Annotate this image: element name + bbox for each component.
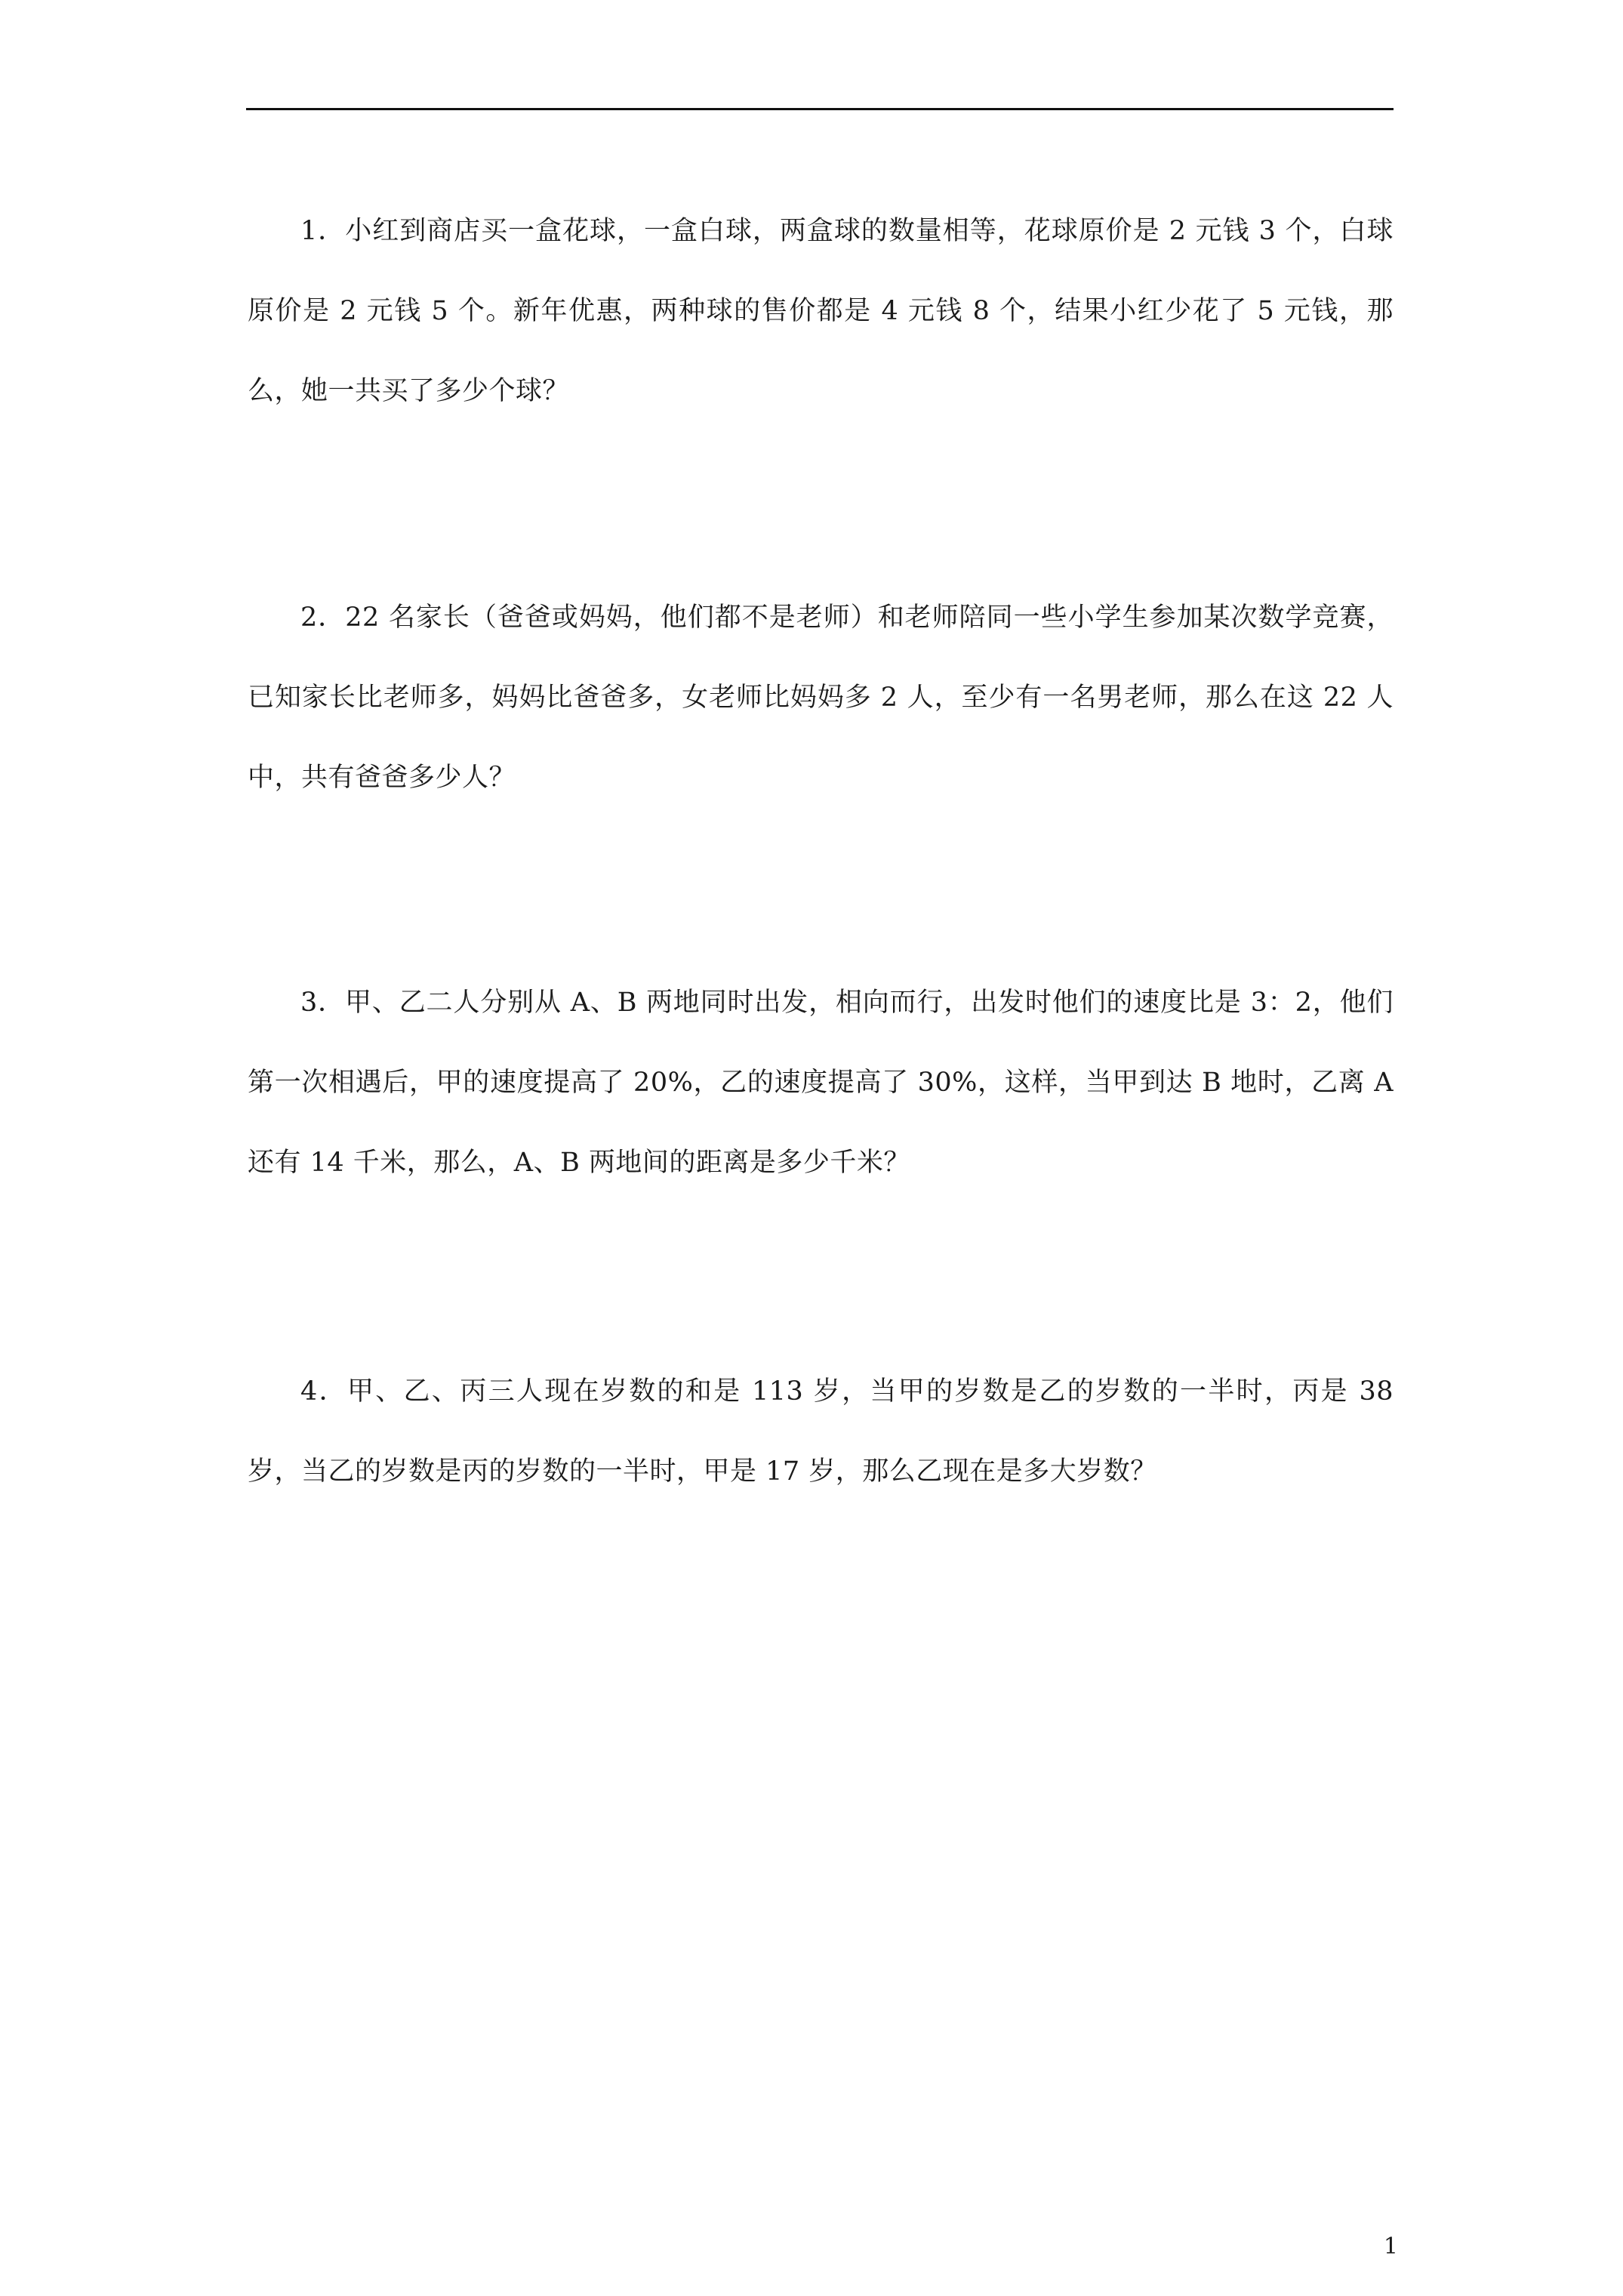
problem-1 [248, 191, 1394, 431]
problem-4 [248, 1351, 1394, 1512]
problem-text: 22 名家长（爸爸或妈妈，他们都不是老师）和老师陪同一些小学生参加某次数学竞赛，已知家长比老师多，妈妈比爸爸多，女老师比妈妈多 2 人，至少有一名男老师，那么在这 22 人中，共有爸爸多少人？ [248, 603, 1394, 793]
problem-number: 4． [300, 1376, 347, 1407]
problem-3 [248, 963, 1394, 1203]
problem-number: 1． [300, 216, 346, 246]
header-rule [246, 108, 1394, 110]
page-number: 1 [1383, 2233, 1398, 2260]
problem-text: 小红到商店买一盒花球，一盒白球，两盒球的数量相等，花球原价是 2 元钱 3 个，白球原价是 2 元钱 5 个。新年优惠，两种球的售价都是 4 元钱 8 个，结果小红少花了 5 元钱，那么，她一共买了多少个球？ [248, 216, 1394, 406]
problem-2 [248, 578, 1394, 818]
problem-text: 甲、乙二人分别从 A、B 两地同时出发，相向而行，出发时他们的速度比是 3：2，他们第一次相遇后，甲的速度提高了 20%，乙的速度提高了 30%，这样，当甲到达 B 地时，乙离 A 还有 14 千米，那么，A、B 两地间的距离是多少千米？ [248, 988, 1394, 1178]
problem-number: 3． [300, 988, 345, 1018]
problem-text: 甲、乙、丙三人现在岁数的和是 113 岁，当甲的岁数是乙的岁数的一半时，丙是 38 岁，当乙的岁数是丙的岁数的一半时，甲是 17 岁，那么乙现在是多大岁数？ [248, 1376, 1394, 1487]
problem-number: 2． [300, 603, 346, 633]
